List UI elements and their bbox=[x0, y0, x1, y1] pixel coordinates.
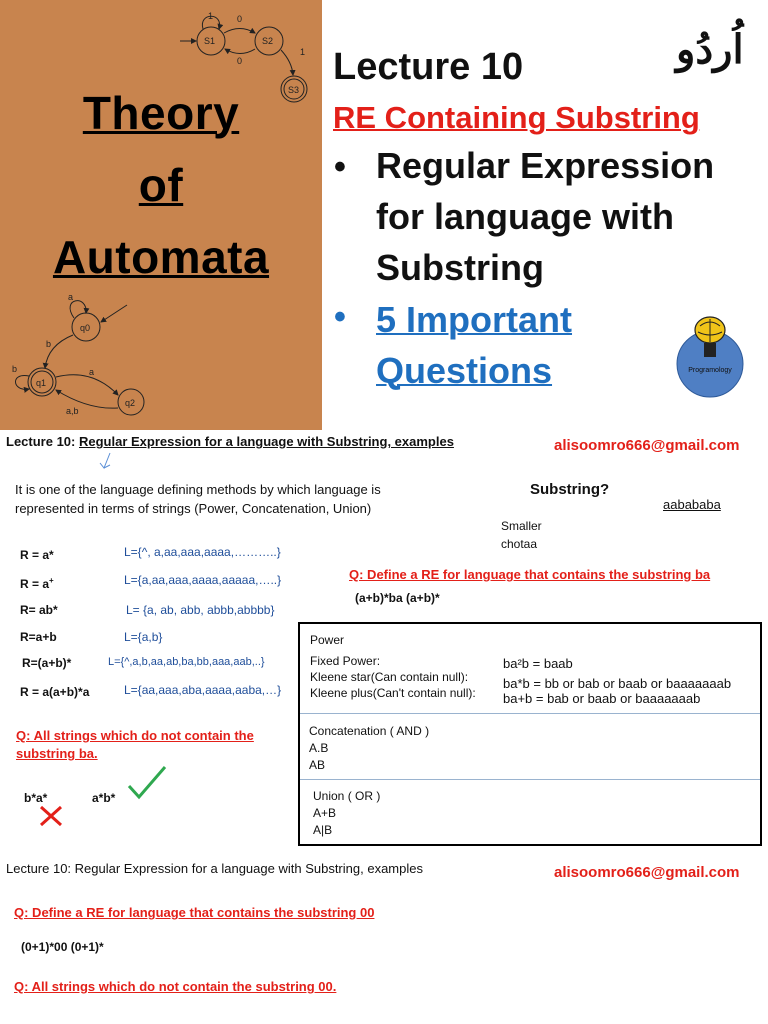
union-title: Union ( OR ) bbox=[313, 789, 381, 803]
concat-title: Concatenation ( AND ) bbox=[309, 724, 430, 738]
state-s3: S3 bbox=[288, 85, 300, 95]
question-contains-ba: Q: Define a RE for language that contains the substring ba bbox=[349, 567, 711, 582]
title-line-of: of bbox=[138, 159, 184, 211]
programology-logo bbox=[676, 316, 744, 398]
brain-bulb-icon bbox=[676, 316, 744, 398]
edge-label: 1 bbox=[208, 11, 214, 21]
concat-example: A.B bbox=[309, 741, 329, 755]
kleene-star-eq: ba*b = bb or bab or baab or baaaaaaab bbox=[503, 676, 732, 691]
title-line-automata: Automata bbox=[52, 231, 270, 283]
question-not-contain-00: Q: All strings which do not contain the substring 00. bbox=[14, 979, 337, 994]
kleene-star-label: Kleene star(Can contain null): bbox=[310, 670, 469, 684]
checkmark-icon bbox=[126, 764, 168, 800]
fixed-power-eq: ba²b = baab bbox=[503, 656, 573, 671]
divider bbox=[300, 779, 760, 780]
edge-label: 1 bbox=[300, 47, 306, 57]
intro-text: It is one of the language defining methods by which language is represented in terms of strings (Power, Concatenation, Union) bbox=[15, 482, 381, 516]
example-string: aabababa bbox=[663, 497, 721, 512]
lecture-number: Lecture 10 bbox=[333, 46, 524, 88]
re-expr: R=(a+b)* bbox=[22, 656, 72, 670]
bullet-important-questions[interactable]: 5 Important Questions bbox=[376, 299, 573, 391]
re-expr: R=a+b bbox=[20, 630, 57, 644]
divider bbox=[300, 713, 760, 714]
re-lang: L={^, a,aa,aaa,aaaa,………..} bbox=[124, 545, 281, 559]
re-expr: R = a+ bbox=[20, 576, 54, 591]
state-q0: q0 bbox=[80, 323, 91, 333]
bullet-dot: • bbox=[334, 148, 346, 186]
slide2-email: alisoomro666@gmail.com bbox=[554, 864, 740, 881]
re-expr: R= ab* bbox=[20, 603, 58, 617]
union-example: A+B bbox=[313, 806, 337, 820]
automata-diagrams bbox=[0, 0, 322, 430]
re-expr: R = a(a+b)*a bbox=[20, 685, 90, 699]
edge-label: a bbox=[89, 367, 95, 377]
subtitle: RE Containing Substring bbox=[333, 100, 700, 135]
fixed-power-label: Fixed Power: bbox=[310, 654, 381, 668]
edge-label: 0 bbox=[237, 14, 243, 24]
right-answer: a*b* bbox=[92, 791, 116, 805]
bullet-regular-expression: Regular Expression for language with Substring bbox=[376, 145, 715, 288]
state-q1: q1 bbox=[36, 378, 47, 388]
answer-contains-00: (0+1)*00 (0+1)* bbox=[21, 940, 104, 954]
answer-contains-ba: (a+b)*ba (a+b)* bbox=[355, 591, 440, 605]
title-line-theory: Theory bbox=[82, 87, 240, 139]
slide1-heading: Lecture 10: Regular Expression for a language with Substring, examples bbox=[6, 434, 454, 449]
concat-example: AB bbox=[309, 758, 326, 772]
urdu-label: اُردُو bbox=[676, 26, 744, 73]
union-example: A|B bbox=[313, 823, 333, 837]
wrong-answer: b*a* bbox=[24, 791, 48, 805]
state-q2: q2 bbox=[125, 398, 136, 408]
kleene-plus-label: Kleene plus(Can't contain null): bbox=[310, 686, 476, 700]
edge-label: 0 bbox=[237, 56, 243, 66]
re-lang: L={^,a,b,aa,ab,ba,bb,aaa,aab,..} bbox=[108, 656, 265, 668]
smaller-note: Smaller bbox=[501, 519, 542, 533]
kleene-plus-eq: ba+b = bab or baab or baaaaaaab bbox=[503, 691, 701, 706]
logo-label: Programology bbox=[688, 367, 732, 374]
re-lang: L={a,b} bbox=[124, 630, 163, 644]
title-panel bbox=[0, 0, 322, 430]
substring-label: Substring? bbox=[530, 481, 610, 498]
slide2-heading: Lecture 10: Regular Expression for a language with Substring, examples bbox=[6, 861, 423, 876]
power-title: Power bbox=[310, 633, 345, 647]
re-lang: L= {a, ab, abb, abbb,abbbb} bbox=[126, 603, 275, 617]
pen-mark-icon bbox=[98, 451, 118, 473]
edge-label: a bbox=[68, 292, 74, 302]
re-lang: L={a,aa,aaa,aaaa,aaaaa,…..} bbox=[124, 573, 282, 587]
re-lang: L={aa,aaa,aba,aaaa,aaba,…} bbox=[124, 683, 282, 697]
re-expr: R = a* bbox=[20, 548, 54, 562]
slide1-email: alisoomro666@gmail.com bbox=[554, 437, 740, 454]
question-contains-00: Q: Define a RE for language that contains the substring 00 bbox=[14, 905, 375, 920]
state-s1: S1 bbox=[204, 36, 216, 46]
chotaa-note: chotaa bbox=[501, 537, 538, 551]
bullet-dot: • bbox=[334, 298, 346, 336]
edge-label: a,b bbox=[66, 406, 79, 416]
edge-label: b bbox=[12, 364, 18, 374]
operations-box bbox=[298, 622, 762, 846]
edge-label: b bbox=[46, 339, 52, 349]
cross-icon bbox=[38, 804, 64, 828]
question-not-contain-ba: Q: All strings which do not contain the substring ba. bbox=[16, 728, 254, 761]
state-s2: S2 bbox=[262, 36, 274, 46]
